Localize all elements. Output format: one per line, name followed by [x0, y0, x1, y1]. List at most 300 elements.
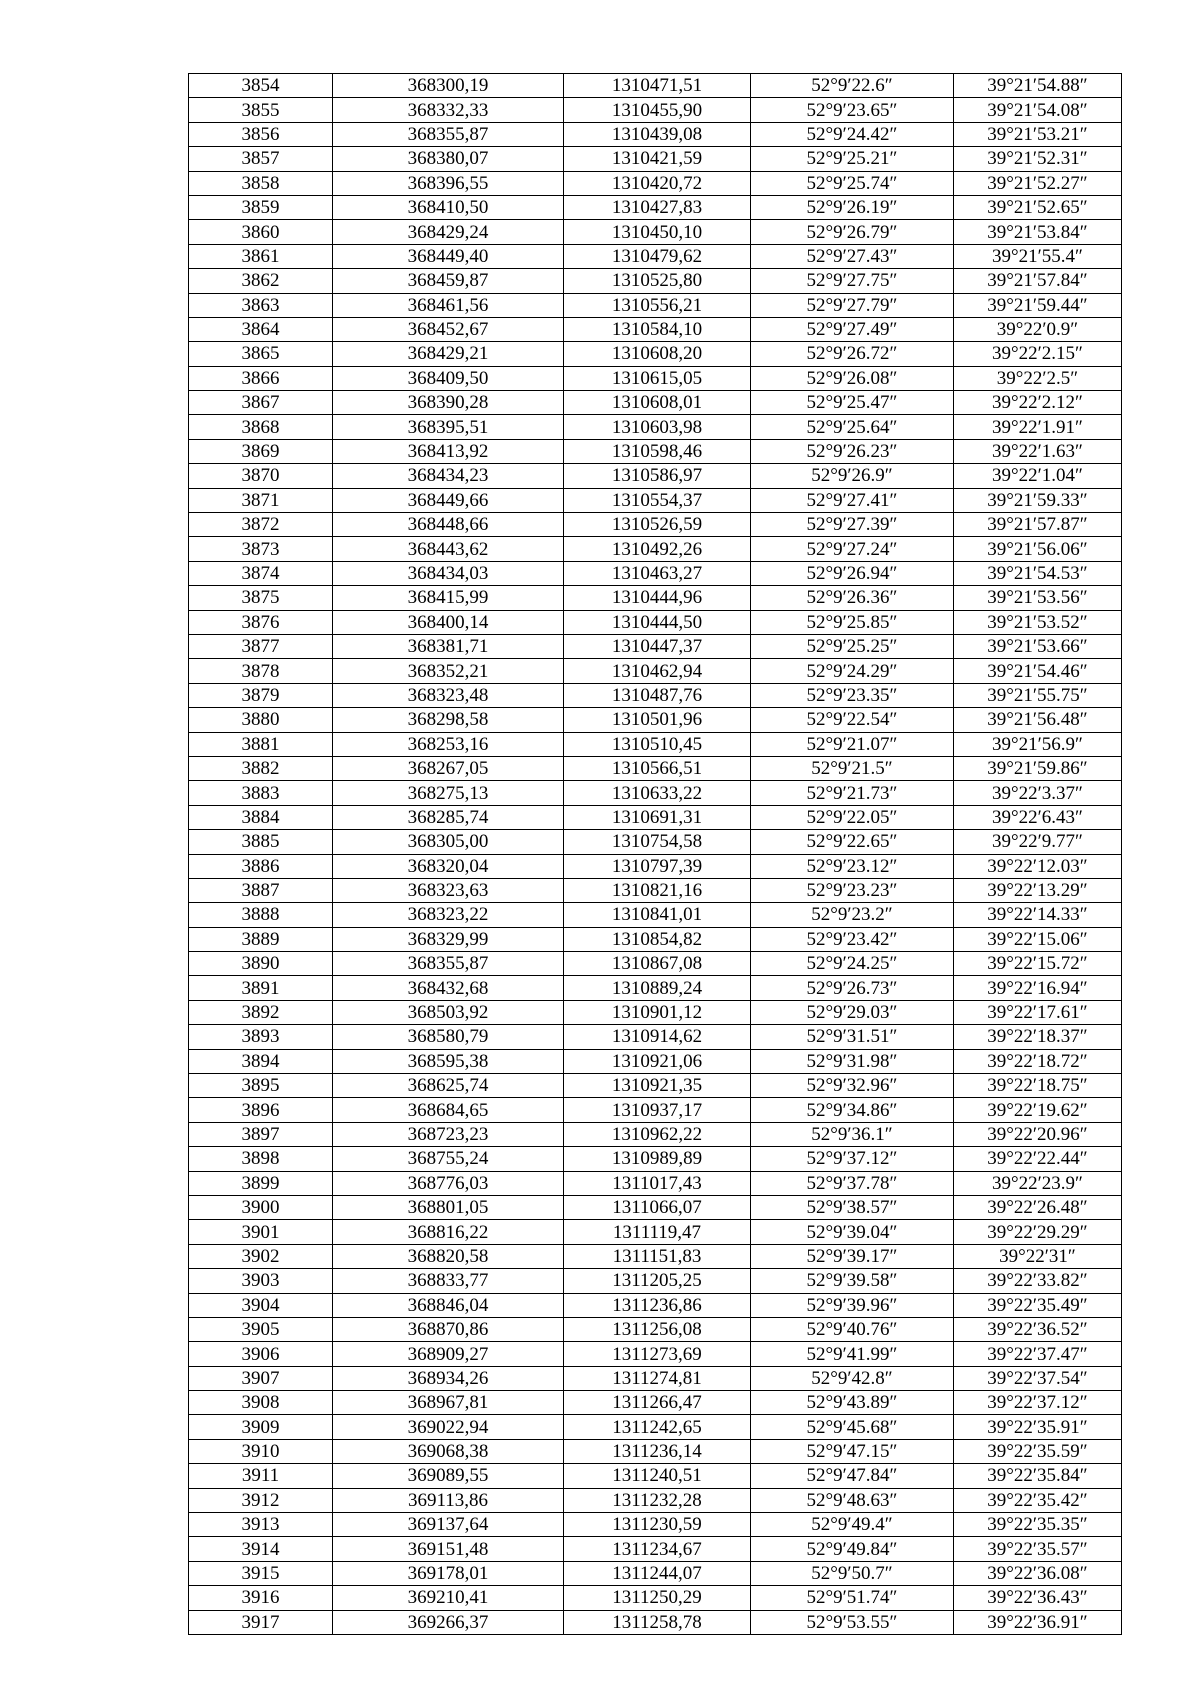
longitude-cell: 39°21′54.46″ [954, 659, 1122, 683]
y-coordinate-cell: 1310444,96 [564, 586, 751, 610]
point-number-cell: 3894 [189, 1049, 333, 1073]
longitude-cell: 39°22′26.48″ [954, 1195, 1122, 1219]
x-coordinate-cell: 368909,27 [333, 1342, 564, 1366]
y-coordinate-cell: 1310463,27 [564, 561, 751, 585]
latitude-cell: 52°9′49.84″ [751, 1537, 954, 1561]
table-row [189, 903, 1122, 927]
y-coordinate-cell: 1310487,76 [564, 683, 751, 707]
table-row [189, 1586, 1122, 1610]
latitude-cell: 52°9′21.5″ [751, 756, 954, 780]
longitude-cell: 39°21′59.44″ [954, 293, 1122, 317]
longitude-cell: 39°22′17.61″ [954, 1000, 1122, 1024]
x-coordinate-cell: 368443,62 [333, 537, 564, 561]
table-row [189, 74, 1122, 98]
point-number-cell: 3913 [189, 1513, 333, 1537]
latitude-cell: 52°9′27.75″ [751, 269, 954, 293]
table-row [189, 1513, 1122, 1537]
latitude-cell: 52°9′25.25″ [751, 634, 954, 658]
x-coordinate-cell: 369210,41 [333, 1586, 564, 1610]
point-number-cell: 3901 [189, 1220, 333, 1244]
point-number-cell: 3898 [189, 1147, 333, 1171]
x-coordinate-cell: 368967,81 [333, 1391, 564, 1415]
x-coordinate-cell: 368395,51 [333, 415, 564, 439]
table-row [189, 220, 1122, 244]
y-coordinate-cell: 1310556,21 [564, 293, 751, 317]
x-coordinate-cell: 368285,74 [333, 805, 564, 829]
y-coordinate-cell: 1310510,45 [564, 732, 751, 756]
x-coordinate-cell: 368305,00 [333, 830, 564, 854]
longitude-cell: 39°21′56.06″ [954, 537, 1122, 561]
point-number-cell: 3916 [189, 1586, 333, 1610]
table-row [189, 561, 1122, 585]
latitude-cell: 52°9′23.65″ [751, 98, 954, 122]
table-row [189, 464, 1122, 488]
coordinates-table-body [189, 74, 1122, 1635]
x-coordinate-cell: 368449,66 [333, 488, 564, 512]
x-coordinate-cell: 368320,04 [333, 854, 564, 878]
x-coordinate-cell: 368434,23 [333, 464, 564, 488]
x-coordinate-cell: 368329,99 [333, 927, 564, 951]
latitude-cell: 52°9′47.84″ [751, 1464, 954, 1488]
y-coordinate-cell: 1310492,26 [564, 537, 751, 561]
longitude-cell: 39°22′1.91″ [954, 415, 1122, 439]
longitude-cell: 39°21′53.52″ [954, 610, 1122, 634]
x-coordinate-cell: 368380,07 [333, 147, 564, 171]
y-coordinate-cell: 1311119,47 [564, 1220, 751, 1244]
x-coordinate-cell: 368429,21 [333, 342, 564, 366]
longitude-cell: 39°22′12.03″ [954, 854, 1122, 878]
latitude-cell: 52°9′23.23″ [751, 878, 954, 902]
x-coordinate-cell: 368323,63 [333, 878, 564, 902]
point-number-cell: 3874 [189, 561, 333, 585]
longitude-cell: 39°21′59.33″ [954, 488, 1122, 512]
longitude-cell: 39°21′59.86″ [954, 756, 1122, 780]
table-row [189, 537, 1122, 561]
longitude-cell: 39°22′36.43″ [954, 1586, 1122, 1610]
y-coordinate-cell: 1310867,08 [564, 952, 751, 976]
latitude-cell: 52°9′22.6″ [751, 74, 954, 98]
latitude-cell: 52°9′48.63″ [751, 1488, 954, 1512]
latitude-cell: 52°9′27.39″ [751, 513, 954, 537]
table-row [189, 1391, 1122, 1415]
y-coordinate-cell: 1310901,12 [564, 1000, 751, 1024]
table-row [189, 1561, 1122, 1585]
latitude-cell: 52°9′26.72″ [751, 342, 954, 366]
y-coordinate-cell: 1311273,69 [564, 1342, 751, 1366]
x-coordinate-cell: 368355,87 [333, 122, 564, 146]
x-coordinate-cell: 368846,04 [333, 1293, 564, 1317]
point-number-cell: 3906 [189, 1342, 333, 1366]
x-coordinate-cell: 368432,68 [333, 976, 564, 1000]
point-number-cell: 3886 [189, 854, 333, 878]
x-coordinate-cell: 368595,38 [333, 1049, 564, 1073]
table-row [189, 1171, 1122, 1195]
y-coordinate-cell: 1311230,59 [564, 1513, 751, 1537]
x-coordinate-cell: 368400,14 [333, 610, 564, 634]
point-number-cell: 3858 [189, 171, 333, 195]
longitude-cell: 39°22′6.43″ [954, 805, 1122, 829]
latitude-cell: 52°9′43.89″ [751, 1391, 954, 1415]
longitude-cell: 39°22′1.63″ [954, 439, 1122, 463]
latitude-cell: 52°9′51.74″ [751, 1586, 954, 1610]
table-row [189, 391, 1122, 415]
longitude-cell: 39°22′2.5″ [954, 366, 1122, 390]
latitude-cell: 52°9′26.9″ [751, 464, 954, 488]
x-coordinate-cell: 368684,65 [333, 1098, 564, 1122]
x-coordinate-cell: 368381,71 [333, 634, 564, 658]
table-row [189, 1049, 1122, 1073]
table-row [189, 1122, 1122, 1146]
x-coordinate-cell: 368429,24 [333, 220, 564, 244]
point-number-cell: 3873 [189, 537, 333, 561]
table-row [189, 781, 1122, 805]
latitude-cell: 52°9′21.73″ [751, 781, 954, 805]
x-coordinate-cell: 368323,22 [333, 903, 564, 927]
table-row [189, 1415, 1122, 1439]
y-coordinate-cell: 1310914,62 [564, 1025, 751, 1049]
longitude-cell: 39°22′35.84″ [954, 1464, 1122, 1488]
point-number-cell: 3899 [189, 1171, 333, 1195]
point-number-cell: 3915 [189, 1561, 333, 1585]
y-coordinate-cell: 1310455,90 [564, 98, 751, 122]
latitude-cell: 52°9′26.36″ [751, 586, 954, 610]
point-number-cell: 3857 [189, 147, 333, 171]
y-coordinate-cell: 1310420,72 [564, 171, 751, 195]
longitude-cell: 39°21′57.87″ [954, 513, 1122, 537]
point-number-cell: 3856 [189, 122, 333, 146]
table-row [189, 1220, 1122, 1244]
x-coordinate-cell: 368461,56 [333, 293, 564, 317]
y-coordinate-cell: 1310691,31 [564, 805, 751, 829]
y-coordinate-cell: 1310889,24 [564, 976, 751, 1000]
x-coordinate-cell: 368934,26 [333, 1366, 564, 1390]
latitude-cell: 52°9′27.41″ [751, 488, 954, 512]
y-coordinate-cell: 1310427,83 [564, 195, 751, 219]
y-coordinate-cell: 1310421,59 [564, 147, 751, 171]
latitude-cell: 52°9′27.43″ [751, 244, 954, 268]
y-coordinate-cell: 1310566,51 [564, 756, 751, 780]
point-number-cell: 3876 [189, 610, 333, 634]
table-row [189, 1488, 1122, 1512]
x-coordinate-cell: 368415,99 [333, 586, 564, 610]
y-coordinate-cell: 1311244,07 [564, 1561, 751, 1585]
y-coordinate-cell: 1310447,37 [564, 634, 751, 658]
point-number-cell: 3878 [189, 659, 333, 683]
point-number-cell: 3908 [189, 1391, 333, 1415]
latitude-cell: 52°9′40.76″ [751, 1317, 954, 1341]
x-coordinate-cell: 368390,28 [333, 391, 564, 415]
longitude-cell: 39°22′18.37″ [954, 1025, 1122, 1049]
point-number-cell: 3859 [189, 195, 333, 219]
latitude-cell: 52°9′41.99″ [751, 1342, 954, 1366]
table-row [189, 195, 1122, 219]
point-number-cell: 3863 [189, 293, 333, 317]
y-coordinate-cell: 1311266,47 [564, 1391, 751, 1415]
x-coordinate-cell: 368503,92 [333, 1000, 564, 1024]
latitude-cell: 52°9′26.94″ [751, 561, 954, 585]
point-number-cell: 3872 [189, 513, 333, 537]
x-coordinate-cell: 368580,79 [333, 1025, 564, 1049]
table-row [189, 1610, 1122, 1634]
longitude-cell: 39°22′13.29″ [954, 878, 1122, 902]
longitude-cell: 39°22′33.82″ [954, 1269, 1122, 1293]
table-row [189, 805, 1122, 829]
y-coordinate-cell: 1311236,14 [564, 1439, 751, 1463]
point-number-cell: 3883 [189, 781, 333, 805]
longitude-cell: 39°21′53.21″ [954, 122, 1122, 146]
y-coordinate-cell: 1310754,58 [564, 830, 751, 854]
latitude-cell: 52°9′22.05″ [751, 805, 954, 829]
longitude-cell: 39°22′19.62″ [954, 1098, 1122, 1122]
point-number-cell: 3868 [189, 415, 333, 439]
latitude-cell: 52°9′25.64″ [751, 415, 954, 439]
y-coordinate-cell: 1311236,86 [564, 1293, 751, 1317]
longitude-cell: 39°22′35.35″ [954, 1513, 1122, 1537]
longitude-cell: 39°21′56.9″ [954, 732, 1122, 756]
point-number-cell: 3900 [189, 1195, 333, 1219]
table-row [189, 147, 1122, 171]
x-coordinate-cell: 368820,58 [333, 1244, 564, 1268]
latitude-cell: 52°9′45.68″ [751, 1415, 954, 1439]
longitude-cell: 39°22′9.77″ [954, 830, 1122, 854]
table-row [189, 1293, 1122, 1317]
y-coordinate-cell: 1311232,28 [564, 1488, 751, 1512]
table-row [189, 927, 1122, 951]
point-number-cell: 3890 [189, 952, 333, 976]
y-coordinate-cell: 1311250,29 [564, 1586, 751, 1610]
longitude-cell: 39°22′35.57″ [954, 1537, 1122, 1561]
x-coordinate-cell: 369113,86 [333, 1488, 564, 1512]
table-row [189, 122, 1122, 146]
longitude-cell: 39°22′14.33″ [954, 903, 1122, 927]
table-row [189, 269, 1122, 293]
y-coordinate-cell: 1310586,97 [564, 464, 751, 488]
longitude-cell: 39°22′37.47″ [954, 1342, 1122, 1366]
latitude-cell: 52°9′26.08″ [751, 366, 954, 390]
table-row [189, 342, 1122, 366]
longitude-cell: 39°21′54.08″ [954, 98, 1122, 122]
x-coordinate-cell: 368625,74 [333, 1074, 564, 1098]
longitude-cell: 39°21′52.31″ [954, 147, 1122, 171]
y-coordinate-cell: 1310439,08 [564, 122, 751, 146]
point-number-cell: 3914 [189, 1537, 333, 1561]
point-number-cell: 3887 [189, 878, 333, 902]
y-coordinate-cell: 1310501,96 [564, 708, 751, 732]
latitude-cell: 52°9′25.74″ [751, 171, 954, 195]
point-number-cell: 3866 [189, 366, 333, 390]
point-number-cell: 3864 [189, 317, 333, 341]
latitude-cell: 52°9′49.4″ [751, 1513, 954, 1537]
longitude-cell: 39°22′15.06″ [954, 927, 1122, 951]
x-coordinate-cell: 369089,55 [333, 1464, 564, 1488]
longitude-cell: 39°22′36.08″ [954, 1561, 1122, 1585]
point-number-cell: 3889 [189, 927, 333, 951]
table-row [189, 1317, 1122, 1341]
y-coordinate-cell: 1310598,46 [564, 439, 751, 463]
latitude-cell: 52°9′26.19″ [751, 195, 954, 219]
x-coordinate-cell: 368410,50 [333, 195, 564, 219]
longitude-cell: 39°21′52.27″ [954, 171, 1122, 195]
table-row [189, 1147, 1122, 1171]
point-number-cell: 3896 [189, 1098, 333, 1122]
longitude-cell: 39°21′53.56″ [954, 586, 1122, 610]
point-number-cell: 3867 [189, 391, 333, 415]
y-coordinate-cell: 1310450,10 [564, 220, 751, 244]
table-row [189, 878, 1122, 902]
y-coordinate-cell: 1310921,06 [564, 1049, 751, 1073]
latitude-cell: 52°9′25.21″ [751, 147, 954, 171]
latitude-cell: 52°9′39.04″ [751, 1220, 954, 1244]
x-coordinate-cell: 369266,37 [333, 1610, 564, 1634]
x-coordinate-cell: 368413,92 [333, 439, 564, 463]
longitude-cell: 39°21′55.4″ [954, 244, 1122, 268]
table-row [189, 439, 1122, 463]
longitude-cell: 39°22′1.04″ [954, 464, 1122, 488]
x-coordinate-cell: 368452,67 [333, 317, 564, 341]
longitude-cell: 39°21′53.84″ [954, 220, 1122, 244]
y-coordinate-cell: 1310615,05 [564, 366, 751, 390]
latitude-cell: 52°9′23.42″ [751, 927, 954, 951]
latitude-cell: 52°9′53.55″ [751, 1610, 954, 1634]
table-row [189, 683, 1122, 707]
latitude-cell: 52°9′27.79″ [751, 293, 954, 317]
y-coordinate-cell: 1311066,07 [564, 1195, 751, 1219]
x-coordinate-cell: 368275,13 [333, 781, 564, 805]
point-number-cell: 3877 [189, 634, 333, 658]
x-coordinate-cell: 368352,21 [333, 659, 564, 683]
table-row [189, 415, 1122, 439]
x-coordinate-cell: 368267,05 [333, 756, 564, 780]
table-row [189, 659, 1122, 683]
longitude-cell: 39°22′15.72″ [954, 952, 1122, 976]
y-coordinate-cell: 1311151,83 [564, 1244, 751, 1268]
latitude-cell: 52°9′24.42″ [751, 122, 954, 146]
point-number-cell: 3897 [189, 1122, 333, 1146]
y-coordinate-cell: 1310797,39 [564, 854, 751, 878]
latitude-cell: 52°9′22.54″ [751, 708, 954, 732]
latitude-cell: 52°9′24.29″ [751, 659, 954, 683]
y-coordinate-cell: 1311274,81 [564, 1366, 751, 1390]
latitude-cell: 52°9′27.49″ [751, 317, 954, 341]
table-row [189, 1000, 1122, 1024]
table-row [189, 586, 1122, 610]
latitude-cell: 52°9′26.23″ [751, 439, 954, 463]
point-number-cell: 3870 [189, 464, 333, 488]
longitude-cell: 39°22′18.72″ [954, 1049, 1122, 1073]
y-coordinate-cell: 1311242,65 [564, 1415, 751, 1439]
longitude-cell: 39°22′29.29″ [954, 1220, 1122, 1244]
point-number-cell: 3902 [189, 1244, 333, 1268]
table-row [189, 1366, 1122, 1390]
point-number-cell: 3903 [189, 1269, 333, 1293]
latitude-cell: 52°9′39.96″ [751, 1293, 954, 1317]
table-row [189, 634, 1122, 658]
point-number-cell: 3909 [189, 1415, 333, 1439]
point-number-cell: 3891 [189, 976, 333, 1000]
longitude-cell: 39°22′35.59″ [954, 1439, 1122, 1463]
latitude-cell: 52°9′25.47″ [751, 391, 954, 415]
y-coordinate-cell: 1310584,10 [564, 317, 751, 341]
longitude-cell: 39°22′22.44″ [954, 1147, 1122, 1171]
table-row [189, 708, 1122, 732]
y-coordinate-cell: 1310526,59 [564, 513, 751, 537]
point-number-cell: 3875 [189, 586, 333, 610]
longitude-cell: 39°22′31″ [954, 1244, 1122, 1268]
x-coordinate-cell: 368409,50 [333, 366, 564, 390]
y-coordinate-cell: 1311205,25 [564, 1269, 751, 1293]
x-coordinate-cell: 368776,03 [333, 1171, 564, 1195]
latitude-cell: 52°9′23.35″ [751, 683, 954, 707]
longitude-cell: 39°22′35.91″ [954, 1415, 1122, 1439]
x-coordinate-cell: 369178,01 [333, 1561, 564, 1585]
y-coordinate-cell: 1310471,51 [564, 74, 751, 98]
point-number-cell: 3885 [189, 830, 333, 854]
point-number-cell: 3884 [189, 805, 333, 829]
y-coordinate-cell: 1311240,51 [564, 1464, 751, 1488]
longitude-cell: 39°22′2.15″ [954, 342, 1122, 366]
point-number-cell: 3905 [189, 1317, 333, 1341]
table-row [189, 488, 1122, 512]
x-coordinate-cell: 368332,33 [333, 98, 564, 122]
point-number-cell: 3904 [189, 1293, 333, 1317]
coordinates-table [188, 73, 1122, 1635]
table-row [189, 1269, 1122, 1293]
latitude-cell: 52°9′37.12″ [751, 1147, 954, 1171]
point-number-cell: 3895 [189, 1074, 333, 1098]
point-number-cell: 3879 [189, 683, 333, 707]
x-coordinate-cell: 368300,19 [333, 74, 564, 98]
longitude-cell: 39°21′54.53″ [954, 561, 1122, 585]
point-number-cell: 3880 [189, 708, 333, 732]
latitude-cell: 52°9′31.98″ [751, 1049, 954, 1073]
latitude-cell: 52°9′50.7″ [751, 1561, 954, 1585]
longitude-cell: 39°22′18.75″ [954, 1074, 1122, 1098]
x-coordinate-cell: 368816,22 [333, 1220, 564, 1244]
latitude-cell: 52°9′21.07″ [751, 732, 954, 756]
x-coordinate-cell: 368449,40 [333, 244, 564, 268]
x-coordinate-cell: 369068,38 [333, 1439, 564, 1463]
y-coordinate-cell: 1310554,37 [564, 488, 751, 512]
latitude-cell: 52°9′38.57″ [751, 1195, 954, 1219]
y-coordinate-cell: 1310633,22 [564, 781, 751, 805]
latitude-cell: 52°9′39.58″ [751, 1269, 954, 1293]
latitude-cell: 52°9′32.96″ [751, 1074, 954, 1098]
x-coordinate-cell: 368298,58 [333, 708, 564, 732]
y-coordinate-cell: 1310854,82 [564, 927, 751, 951]
table-row [189, 952, 1122, 976]
latitude-cell: 52°9′31.51″ [751, 1025, 954, 1049]
y-coordinate-cell: 1310841,01 [564, 903, 751, 927]
y-coordinate-cell: 1310462,94 [564, 659, 751, 683]
table-row [189, 756, 1122, 780]
latitude-cell: 52°9′25.85″ [751, 610, 954, 634]
point-number-cell: 3865 [189, 342, 333, 366]
longitude-cell: 39°21′54.88″ [954, 74, 1122, 98]
table-row [189, 244, 1122, 268]
x-coordinate-cell: 368459,87 [333, 269, 564, 293]
point-number-cell: 3881 [189, 732, 333, 756]
longitude-cell: 39°22′16.94″ [954, 976, 1122, 1000]
point-number-cell: 3911 [189, 1464, 333, 1488]
point-number-cell: 3860 [189, 220, 333, 244]
x-coordinate-cell: 368801,05 [333, 1195, 564, 1219]
longitude-cell: 39°21′56.48″ [954, 708, 1122, 732]
point-number-cell: 3854 [189, 74, 333, 98]
table-row [189, 1342, 1122, 1366]
table-row [189, 1244, 1122, 1268]
table-row [189, 610, 1122, 634]
longitude-cell: 39°21′52.65″ [954, 195, 1122, 219]
